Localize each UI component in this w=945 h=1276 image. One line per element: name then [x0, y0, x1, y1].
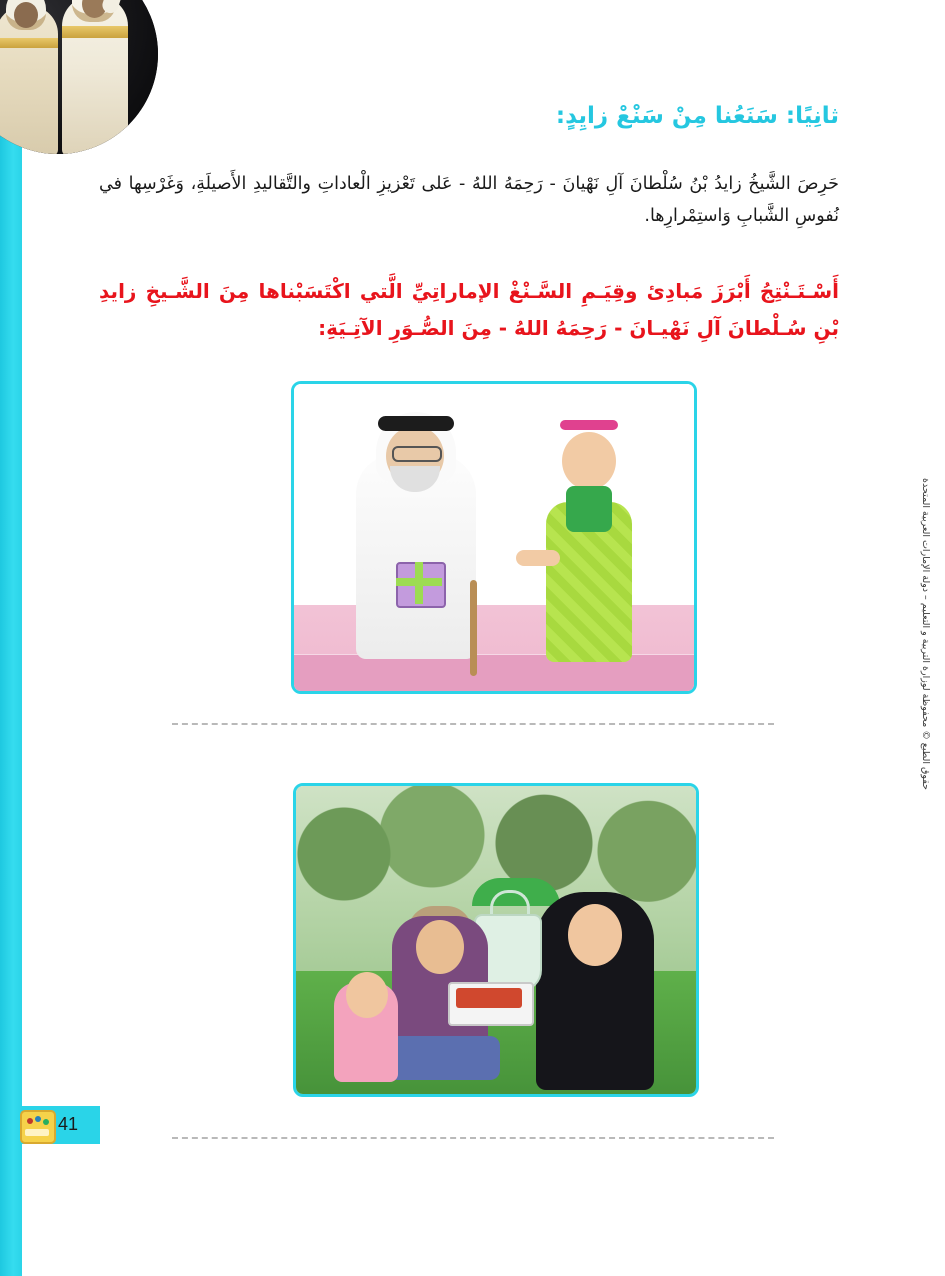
section-heading: ثانِيًا: سَنَعُنا مِنْ سَنْعْ زايِدٍ:: [555, 103, 839, 129]
scene1-floor: [294, 655, 694, 691]
scene1-elder-agal: [378, 416, 454, 431]
photo-figure-left-face: [14, 2, 38, 28]
scene1-girl-arm: [516, 550, 560, 566]
scene1-girl-headband: [560, 420, 618, 430]
scene1-elder-glasses: [392, 446, 442, 462]
corner-icon-dot-2: [35, 1116, 41, 1122]
scene2-man-face: [416, 920, 464, 974]
illustration-gift-scene: [291, 381, 697, 694]
scene1-walking-cane: [470, 580, 477, 676]
scene1-gift-ribbon-horizontal: [396, 578, 442, 586]
corner-icon-dot-3: [43, 1119, 49, 1125]
scene2-woman-face: [568, 904, 622, 966]
scene1-girl-scarf: [566, 486, 612, 532]
page-number: 41: [58, 1114, 79, 1134]
sheikh-photo-badge: [0, 0, 158, 154]
corner-icon-dot-1: [27, 1118, 33, 1124]
illustration-charity-scene: [293, 783, 699, 1097]
left-accent-bar-gradient: [0, 0, 22, 1276]
scene2-child-face: [346, 972, 388, 1018]
left-accent-bar: [0, 0, 22, 1276]
corner-icon-bar: [25, 1129, 49, 1136]
answer-line-1: [172, 723, 774, 725]
scene2-food: [456, 988, 522, 1008]
body-paragraph: حَرِصَ الشَّيخُ زايدُ بْنُ سُلْطانَ آلِ نَهْيانَ - رَحِمَهُ اللهُ - عَلى تَعْزيزِ الْعاداتِ والتَّقاليدِ الأَصيلَةِ، وَغَرْسِها في نُفوسِ الشَّبابِ وَاستِمْرارِها.: [99, 174, 839, 227]
scene1-girl-face: [562, 432, 616, 490]
question-prompt: أَسْـتَـنْتِجُ أَبْرَزَ مَبادِئ وقِيَـمِ السَّـنْغْ الإماراتِيِّ الَّتي اكْتَسَبْناها مِنَ الشَّـيخِ زايدِ بْنِ سُـلْطانَ آلِ نَهْيـانَ - رَحِمَهُ اللهُ - مِنَ الصُّـوَرِ الآتِـيَةِ:: [99, 279, 839, 340]
scene2-man-legs: [388, 1036, 500, 1080]
copyright-notice: حقوق الطبع © محفوظة لوزارة التربية و التعليم – دولة الإمارات العربية المتحدة: [920, 478, 931, 790]
photo-figure-right-trim: [62, 26, 128, 38]
photo-figure-right-body: [62, 0, 128, 154]
scene1-wall: [294, 384, 694, 691]
book-corner-icon: [20, 1110, 56, 1144]
answer-line-2: [172, 1137, 774, 1139]
photo-figure-left-trim: [0, 38, 58, 48]
